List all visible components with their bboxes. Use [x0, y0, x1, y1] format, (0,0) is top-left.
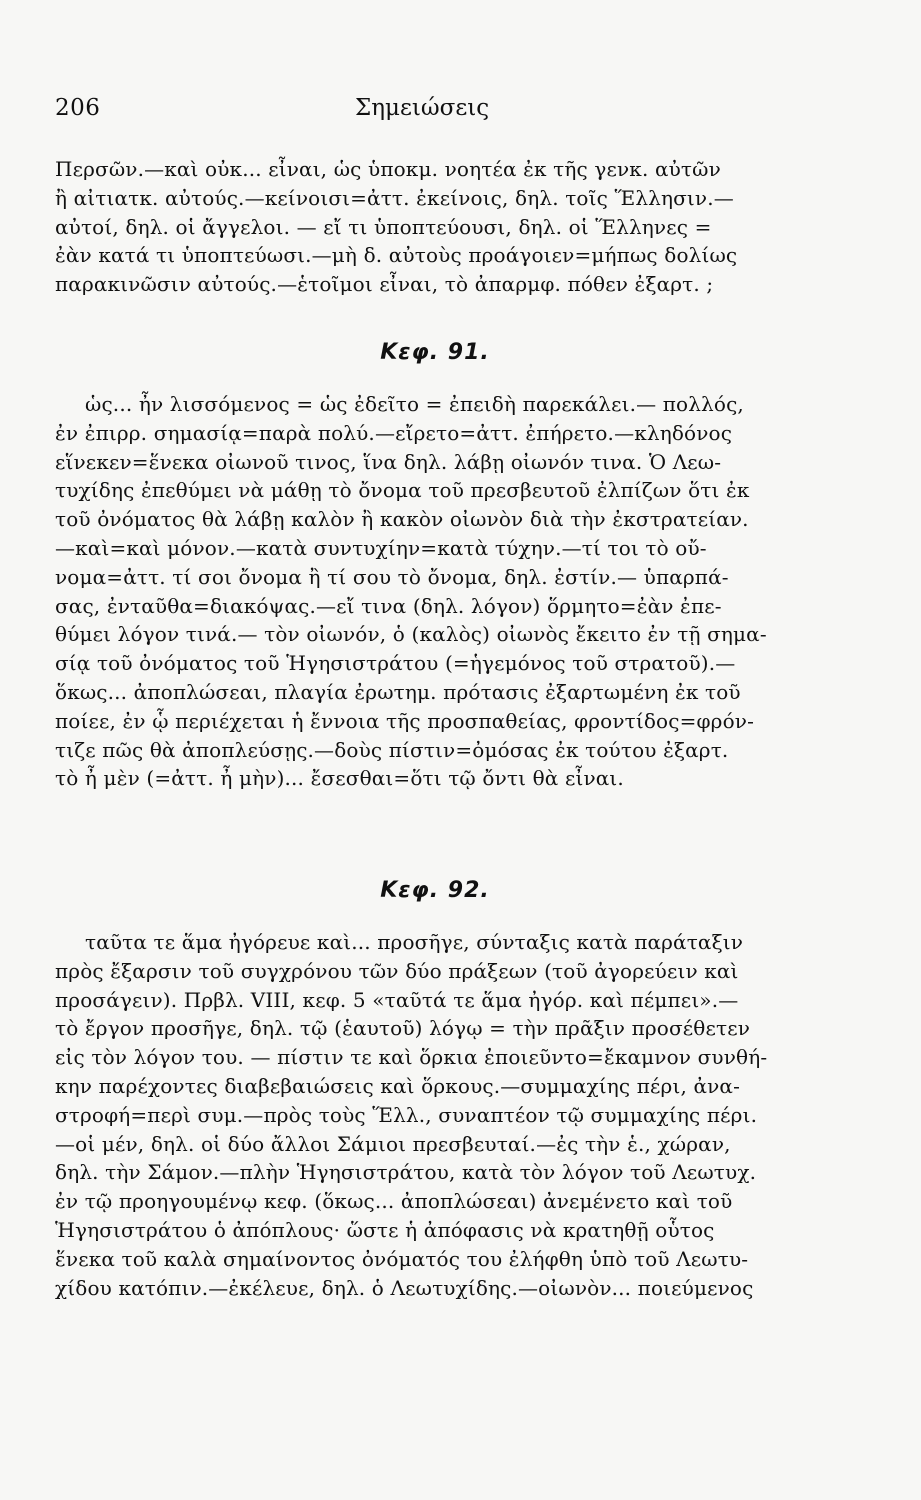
text-line: προσάγειν). Πρβλ. VIII, κεφ. 5 «ταῦτά τε ἅμα ἠγόρ. καὶ πέμπει».— — [55, 987, 739, 1012]
text-line: τὸ ἔργον προσῆγε, δηλ. τῷ (ἑαυτοῦ) λόγῳ = τὴν πρᾶξιν προσέθετεν — [55, 1016, 751, 1041]
text-line: —καὶ=καὶ μόνον.—κατὰ συντυχίην=κατὰ τύχην.—τί τοι τὸ οὔ- — [55, 535, 707, 560]
text-line: ὅκως... ἀποπλώσεαι, πλαγία ἐρωτημ. πρότασις ἐξαρτωμένη ἐκ τοῦ — [55, 679, 741, 704]
text-line: εἵνεκεν=ἕνεκα οἰωνοῦ τινος, ἵνα δηλ. λάβῃ οἰωνόν τινα. Ὁ Λεω- — [55, 449, 722, 474]
chapter-91-heading: Κεφ. 91. — [380, 340, 490, 365]
text-line: παρακινῶσιν αὐτούς.—ἑτοῖμοι εἶναι, τὸ ἀπαρμφ. πόθεν ἐξαρτ. ; — [55, 272, 714, 297]
chapter-91-notes — [55, 390, 815, 793]
text-line: ποίεε, ἐν ᾧ περιέχεται ἡ ἔννοια τῆς προσπαθείας, φροντίδος=φρόν- — [55, 708, 754, 733]
text-line: τοῦ ὀνόματος θὰ λάβῃ καλὸν ἢ κακὸν οἰωνὸν διὰ τὴν ἐκστρατείαν. — [55, 507, 749, 532]
text-line: νομα=ἀττ. τί σοι ὄνομα ἢ τί σου τὸ ὄνομα, δηλ. ἐστίν.— ὑπαρπά- — [55, 564, 729, 589]
text-line: εἰς τὸν λόγον του. — πίστιν τε καὶ ὅρκια ἐποιεῦντο=ἔκαμνον συνθή- — [55, 1045, 768, 1070]
text-line: στροφή=περὶ συμ.—πρὸς τοὺς Ἕλλ., συναπτέον τῷ συμμαχίης πέρι. — [55, 1102, 758, 1127]
running-title: Σημειώσεις — [355, 95, 490, 121]
text-line: δηλ. τὴν Σάμον.—πλὴν Ἡγησιστράτου, κατὰ τὸν λόγον τοῦ Λεωτυχ. — [55, 1160, 757, 1185]
text-line: τυχίδης ἐπεθύμει νὰ μάθῃ τὸ ὄνομα τοῦ πρεσβευτοῦ ἐλπίζων ὅτι ἐκ — [55, 478, 750, 503]
text-line: ἐὰν κατά τι ὑποπτεύωσι.—μὴ δ. αὐτοὺς προάγοιεν=μήπως δολίως — [55, 243, 738, 268]
text-line: ὡς... ἦν λισσόμενος = ὡς ἐδεῖτο = ἐπειδὴ παρεκάλει.— πολλός, — [85, 392, 744, 416]
text-line: Περσῶν.—καὶ οὐκ... εἶναι, ὡς ὑποκμ. νοητέα ἐκ τῆς γενκ. αὐτῶν — [55, 157, 721, 181]
text-line: τιζε πῶς θὰ ἀποπλεύσῃς.—δοὺς πίστιν=ὀμόσας ἐκ τούτου ἐξαρτ. — [55, 737, 729, 762]
text-line: ἐν τῷ προηγουμένῳ κεφ. (ὅκως... ἀποπλώσεαι) ἀνεμένετο καὶ τοῦ — [55, 1189, 733, 1214]
notes-block-continued — [55, 155, 815, 299]
text-line: σίᾳ τοῦ ὀνόματος τοῦ Ἡγησιστράτου (=ἡγεμόνος τοῦ στρατοῦ).— — [55, 651, 736, 676]
chapter-92-heading: Κεφ. 92. — [380, 878, 490, 903]
chapter-92-heading-wrap — [55, 878, 815, 912]
text-line: χίδου κατόπιν.—ἐκέλευε, δηλ. ὁ Λεωτυχίδης.—οἰωνὸν... ποιεύμενος — [55, 1275, 754, 1300]
text-line: ἢ αἰτιατκ. αὐτούς.—κείνοισι=ἀττ. ἐκείνοις, δηλ. τοῖς Ἕλλησιν.— — [55, 185, 734, 210]
page-header — [55, 95, 815, 129]
text-line: αὐτοί, δηλ. οἱ ἄγγελοι. — εἴ τι ὑποπτεύουσι, δηλ. οἱ Ἕλληνες = — [55, 214, 712, 239]
text-line: πρὸς ἔξαρσιν τοῦ συγχρόνου τῶν δύο πράξεων (τοῦ ἀγορεύειν καὶ — [55, 958, 739, 983]
text-line: ἐν ἐπιρρ. σημασίᾳ=παρὰ πολύ.—εἴρετο=ἀττ. ἐπήρετο.—κληδόνος — [55, 420, 733, 445]
chapter-92-notes — [55, 928, 815, 1302]
chapter-91-heading-wrap — [55, 340, 815, 374]
text-line: ἕνεκα τοῦ καλὰ σημαίνοντος ὀνόματός του ἐλήφθη ὑπὸ τοῦ Λεωτυ- — [55, 1246, 749, 1271]
text-line: σας, ἐνταῦθα=διακόψας.—εἴ τινα (δηλ. λόγον) ὅρμητο=ἐὰν ἐπε- — [55, 593, 722, 618]
page-number: 206 — [55, 95, 101, 121]
text-line: ταῦτα τε ἅμα ἠγόρευε καὶ... προσῆγε, σύνταξις κατὰ παράταξιν — [85, 930, 744, 954]
text-line: Ἡγησιστράτου ὁ ἀπόπλους· ὥστε ἡ ἀπόφασις νὰ κρατηθῇ οὗτος — [55, 1217, 715, 1242]
text-line: —οἱ μέν, δηλ. οἱ δύο ἄλλοι Σάμιοι πρεσβευταί.—ἐς τὴν ἑ., χώραν, — [55, 1131, 731, 1156]
text-line: κην παρέχοντες διαβεβαιώσεις καὶ ὅρκους.—συμμαχίης πέρι, ἀνα- — [55, 1073, 740, 1098]
text-line: θύμει λόγον τινά.— τὸν οἰωνόν, ὁ (καλὸς) οἰωνὸς ἔκειτο ἐν τῇ σημα- — [55, 622, 767, 647]
text-line: τὸ ἦ μὲν (=ἀττ. ἦ μὴν)... ἔσεσθαι=ὅτι τῷ ὄντι θὰ εἶναι. — [55, 766, 624, 791]
